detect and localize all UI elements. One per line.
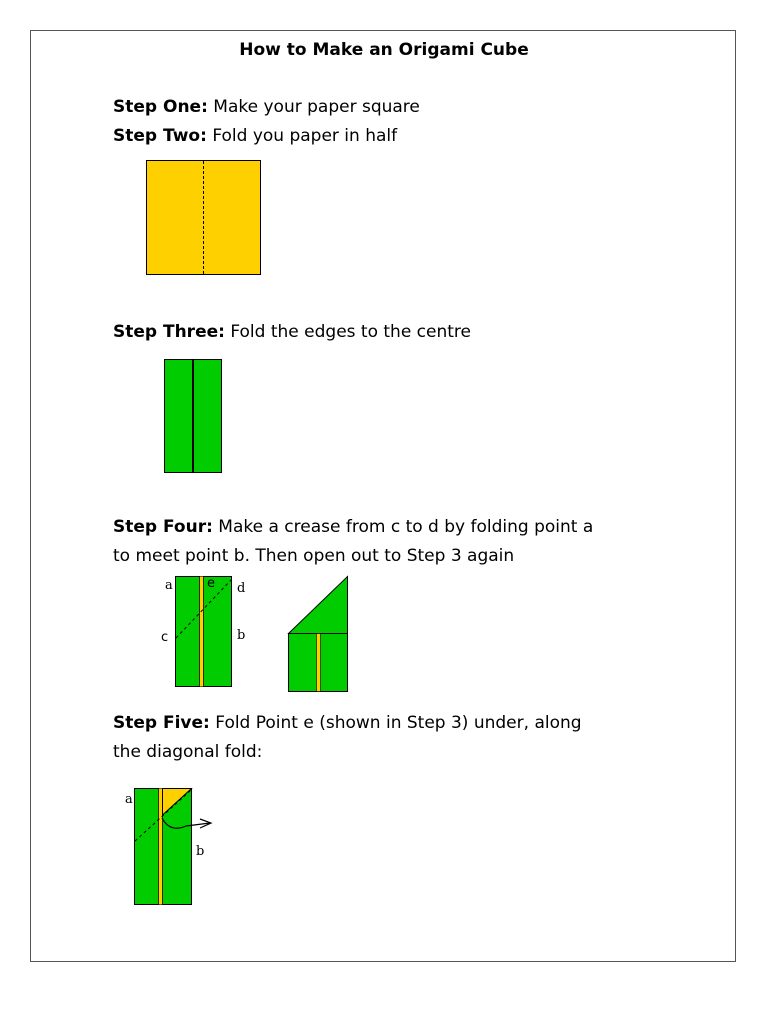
point-b-label: b — [237, 628, 246, 643]
step-four-continued — [113, 544, 514, 568]
point-c-label: c — [161, 630, 169, 645]
step-five-point-a-label: a — [125, 792, 133, 807]
step-five-label: Step Five — [113, 713, 204, 733]
step-one-text: Make your paper square — [213, 97, 420, 117]
edges-folded-to-centre-diagram — [164, 359, 224, 474]
step-two-text: Fold you paper in half — [212, 126, 398, 146]
step-four-text-2: to meet point b. Then open out to Step 3 again — [113, 546, 515, 566]
step-one: Step One: Make your paper square — [113, 97, 420, 117]
point-a-label: a — [165, 578, 173, 593]
crease-c-to-d-diagram — [175, 576, 235, 688]
step-four-text: Make a crease from c to d by folding point a — [218, 517, 594, 537]
step-one-label: Step One — [113, 97, 202, 117]
point-e-label: e — [207, 576, 215, 591]
step-four-label: Step Four — [113, 517, 207, 537]
step-five-point-b-label: b — [196, 844, 205, 859]
folded-triangle-diagram — [288, 576, 350, 693]
step-four: Step Four: Make a crease from c to d by folding point a — [113, 517, 594, 537]
step-three-text: Fold the edges to the centre — [230, 322, 472, 342]
step-five-continued — [113, 740, 262, 764]
step-five: Step Five: Fold Point e (shown in Step 3) under, along — [113, 713, 582, 733]
document-title: How to Make an Origami Cube — [239, 40, 529, 60]
step-five-text-2: the diagonal fold: — [113, 742, 263, 762]
step-two-label: Step Two — [113, 126, 201, 146]
step-two: Step Two: Fold you paper in half — [113, 126, 398, 146]
paper-square-folded-in-half-diagram — [146, 160, 262, 276]
step-three: Step Three: Fold the edges to the centre — [113, 322, 472, 342]
point-d-label: d — [237, 581, 246, 596]
step-five-text: Fold Point e (shown in Step 3) under, along — [215, 713, 582, 733]
step-three-label: Step Three — [113, 322, 219, 342]
